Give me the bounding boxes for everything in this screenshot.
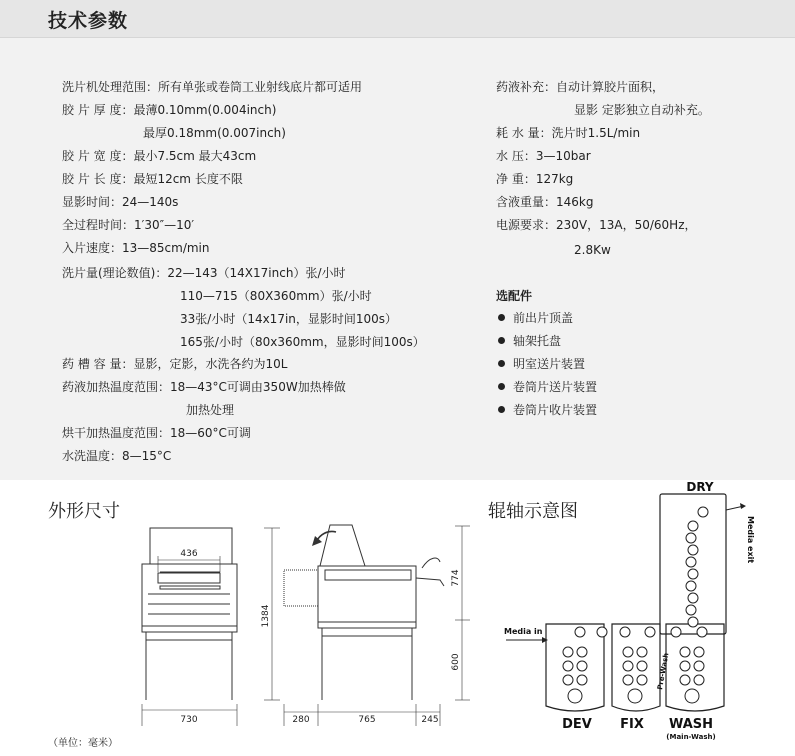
page-title: 技术参数 xyxy=(48,10,129,32)
dim-774: 774 xyxy=(451,569,461,587)
label-media-in: Media in xyxy=(504,627,543,636)
dim-730: 730 xyxy=(180,715,198,725)
spec-power: 电源要求：230V，13A，50/60Hz， xyxy=(496,218,697,232)
dim-1384: 1384 xyxy=(261,604,271,628)
spec-dry-range: 烘干加热温度范围：18—60°C可调 xyxy=(62,426,251,440)
options-title: 选配件 xyxy=(496,289,533,303)
option-item: 轴架托盘 xyxy=(498,333,561,349)
label-fix: FIX xyxy=(620,717,644,732)
spec-processing-range: 洗片机处理范围：所有单张或卷筒工业射线底片都可适用 xyxy=(62,80,363,94)
dim-600: 600 xyxy=(451,653,461,671)
spec-total-time: 全过程时间：1′30″—10′ xyxy=(62,218,195,232)
spec-throughput-2: 110—715（80X360mm）张/小时 xyxy=(180,289,372,303)
spec-replenish: 药液补充：自动计算胶片面积， xyxy=(496,80,665,94)
spec-water-use: 耗 水 量：洗片时1.5L/min xyxy=(496,126,641,140)
unit-note: （单位：毫米） xyxy=(48,738,118,749)
spec-throughput-4: 165张/小时（80x360mm，显影时间100s） xyxy=(180,335,425,349)
spec-heat-range: 药液加热温度范围：18—43°C可调由350W加热棒做 xyxy=(62,380,346,394)
spec-dev-time: 显影时间：24—140s xyxy=(62,195,179,209)
label-dry: DRY xyxy=(686,480,714,494)
option-item: 明室送片装置 xyxy=(498,356,585,372)
spec-wet-weight: 含液重量：146kg xyxy=(496,195,594,209)
dim-280: 280 xyxy=(292,715,310,725)
dimensions-title: 外形尺寸 xyxy=(48,501,120,522)
media-exit-arrow-icon xyxy=(740,503,746,509)
spec-heat-range-2: 加热处理 xyxy=(186,403,235,417)
spec-power-2: 2.8Kw xyxy=(574,243,611,257)
label-main-wash: (Main-Wash) xyxy=(666,733,716,741)
spec-throughput: 洗片量(理论数值)：22—143（14X17inch）张/小时 xyxy=(62,266,346,280)
label-media-exit: Media exit xyxy=(746,516,755,564)
spec-film-length: 胶 片 长 度：最短12cm 长度不限 xyxy=(62,172,243,186)
spec-tank-capacity: 药 槽 容 量：显影，定影，水洗各约为10L xyxy=(62,357,288,371)
media-in-arrow-icon xyxy=(542,637,548,643)
option-item: 卷筒片收片装置 xyxy=(498,402,597,418)
roller-title: 辊轴示意图 xyxy=(488,501,578,522)
spec-water-pressure: 水 压：3—10bar xyxy=(496,149,591,163)
dim-436: 436 xyxy=(180,549,198,559)
option-item: 卷筒片送片装置 xyxy=(498,379,597,395)
label-pre-wash: Pre-Wash xyxy=(656,652,671,691)
spec-wash-temp: 水洗温度：8—15°C xyxy=(62,449,172,463)
label-wash: WASH xyxy=(668,717,714,732)
dim-245: 245 xyxy=(421,715,439,725)
spec-throughput-3: 33张/小时（14x17in，显影时间100s） xyxy=(180,312,398,326)
spec-feed-speed: 入片速度：13—85cm/min xyxy=(62,241,210,255)
option-item: 前出片顶盖 xyxy=(498,310,573,326)
dim-765: 765 xyxy=(358,715,376,725)
label-dev: DEV xyxy=(562,717,592,732)
spec-film-thickness-max: 最厚0.18mm(0.007inch) xyxy=(143,126,286,140)
spec-net-weight: 净 重：127kg xyxy=(496,172,574,186)
spec-replenish-2: 显影 定影独立自动补充。 xyxy=(574,103,710,117)
spec-film-thickness: 胶 片 厚 度：最薄0.10mm(0.004inch) xyxy=(62,103,277,117)
spec-film-width: 胶 片 宽 度：最小7.5cm 最大43cm xyxy=(62,149,257,163)
